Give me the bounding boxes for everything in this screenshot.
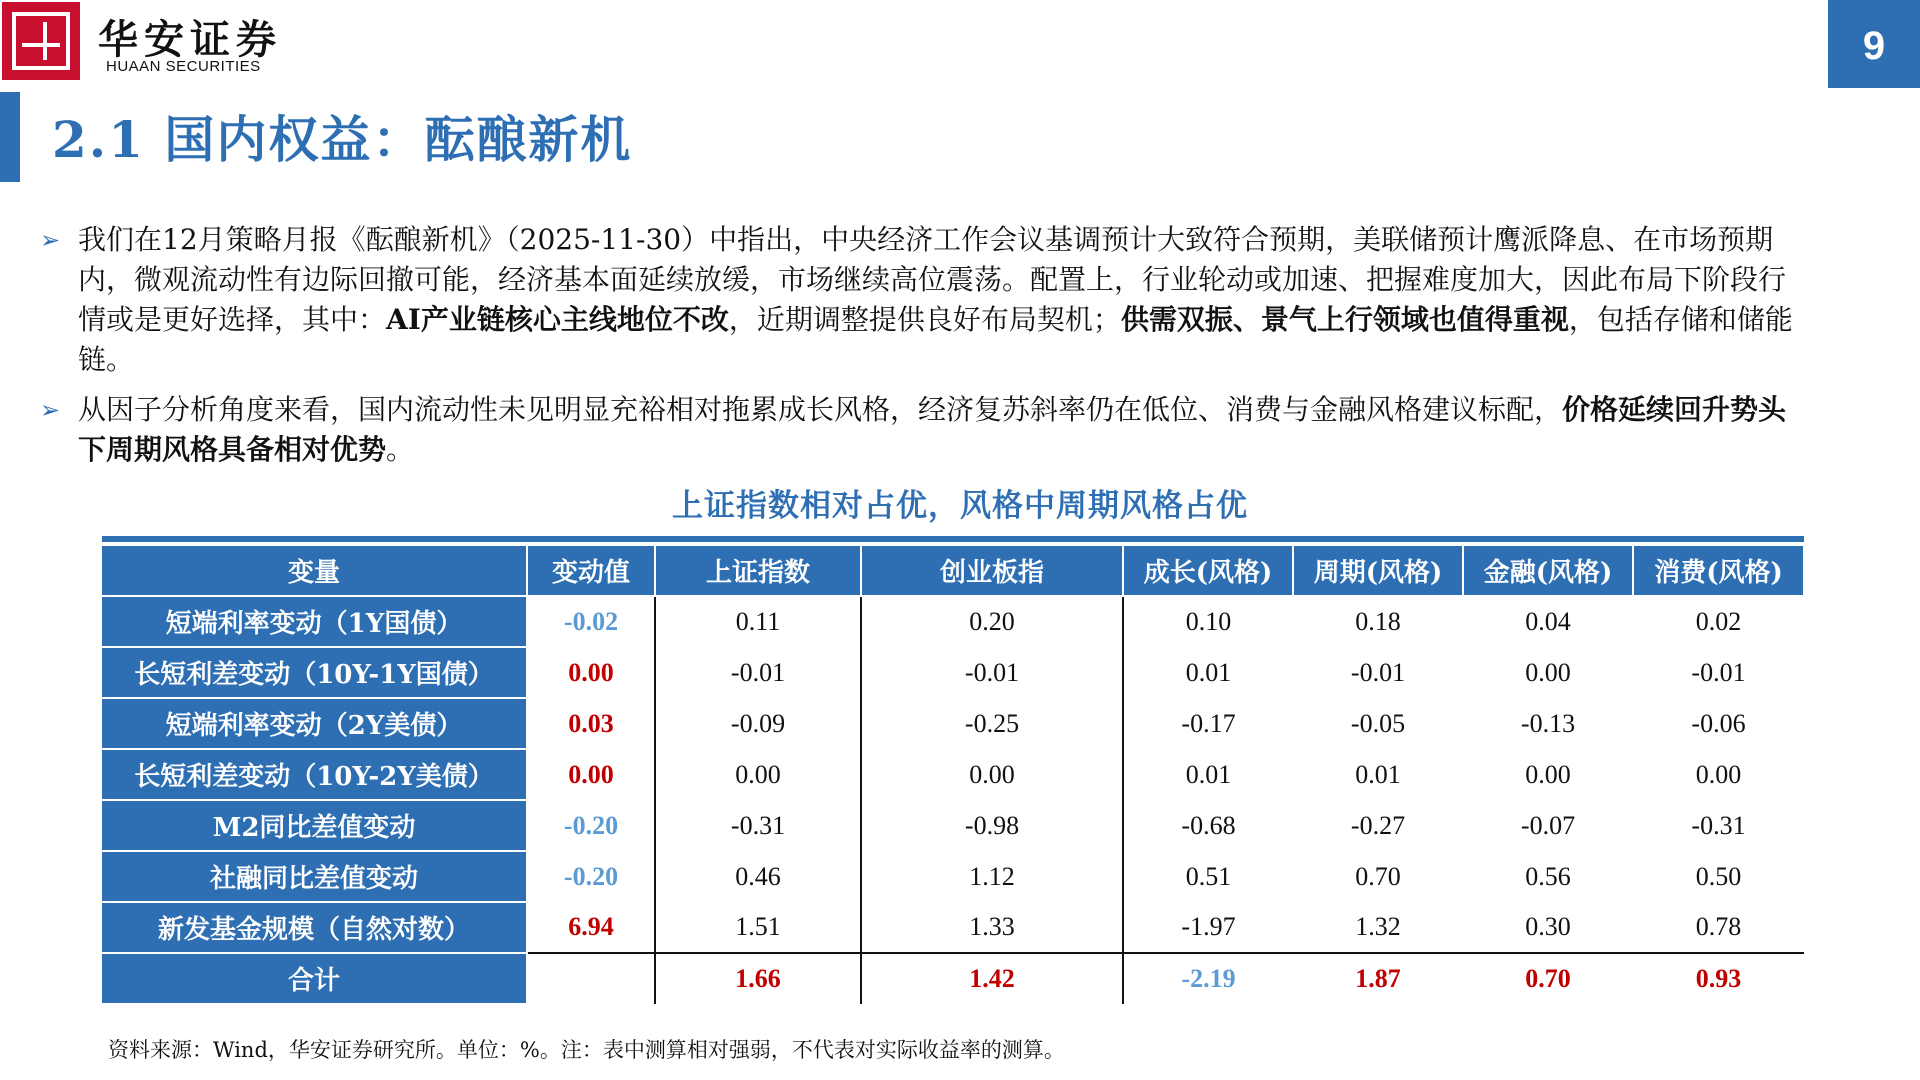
change-value: -0.20 [527, 800, 655, 851]
table-cell: -0.68 [1181, 810, 1236, 840]
table-cell: 0.00 [1525, 759, 1571, 789]
source-note: 资料来源：Wind，华安证券研究所。单位：%。注：表中测算相对强弱，不代表对实际收益率的测算。 [108, 1038, 1065, 1062]
table-row [102, 902, 1804, 953]
page-title: 2.1 国内权益：酝酿新机 [52, 110, 633, 169]
brand-name-en: HUAAN SECURITIES [106, 58, 261, 75]
table-cell: 0.46 [655, 851, 861, 902]
table-cell: 0.18 [1355, 607, 1401, 636]
table-cell: 0.56 [1525, 861, 1571, 891]
column-header: 成长(风格) [1123, 546, 1293, 596]
total-cell: 0.93 [1633, 953, 1804, 1004]
row-label: 短端利率变动（1Y国债） [102, 596, 527, 647]
row-label: 社融同比差值变动 [102, 851, 527, 902]
table-cell: -0.01 [1350, 657, 1406, 687]
table-cell: 0.01 [1355, 759, 1401, 789]
table-cell: -0.27 [1350, 810, 1406, 840]
table-cell: 0.10 [1185, 607, 1232, 636]
change-value: 0.00 [527, 749, 655, 800]
row-label: M2同比差值变动 [102, 800, 527, 851]
table-cell: 1.12 [861, 851, 1123, 902]
bullet-segment: ，近期调整提供良好布局契机； [728, 303, 1121, 336]
brand-name: 华安证券 [98, 16, 282, 63]
arrow-bullet-icon: ➢ [40, 226, 61, 254]
arrow-bullet-icon: ➢ [40, 396, 61, 424]
table-cell: 0.00 [1695, 759, 1742, 789]
table-cell: -0.31 [1691, 810, 1746, 840]
table-header-row [102, 546, 1804, 596]
total-row [102, 953, 1804, 1004]
column-header: 变动值 [527, 546, 655, 596]
table-cell: -0.07 [1520, 810, 1576, 840]
table-top-rule [102, 536, 1804, 542]
bullet-segment-bold: AI产业链核心主线地位不改 [386, 303, 729, 336]
table-cell: 0.30 [1525, 912, 1571, 941]
table-cell: 0.78 [1695, 912, 1742, 941]
factor-table [102, 546, 1805, 1005]
table-cell: -0.17 [1181, 708, 1236, 738]
table-cell: -0.01 [861, 647, 1123, 698]
column-header: 金融(风格) [1463, 546, 1633, 596]
table-cell: -0.06 [1691, 708, 1746, 738]
row-label: 长短利差变动（10Y-2Y美债） [102, 749, 527, 800]
column-header: 消费(风格) [1633, 546, 1804, 596]
total-cell: 1.87 [1293, 953, 1463, 1004]
table-cell: 1.33 [861, 902, 1123, 953]
table-row [102, 851, 1804, 902]
column-header: 创业板指 [861, 546, 1123, 596]
bullet-segment: 。 [386, 433, 415, 466]
total-cell: 1.66 [655, 953, 861, 1004]
table-cell: 1.32 [1355, 912, 1401, 941]
table-row [102, 596, 1804, 647]
table-cell: 0.00 [655, 749, 861, 800]
bullet-segment: 从因子分析角度来看，国内流动性未见明显充裕相对拖累成长风格，经济复苏斜率仍在低位、消费与金融风格建议标配， [78, 393, 1563, 426]
change-value [527, 953, 655, 1004]
table-cell: -1.97 [1181, 912, 1236, 941]
table-cell: 1.51 [655, 902, 861, 953]
total-cell: 1.42 [861, 953, 1123, 1004]
table-cell: -0.98 [861, 800, 1123, 851]
table-cell: -0.25 [861, 698, 1123, 749]
table-cell: 0.01 [1185, 759, 1232, 789]
table-cell: 0.00 [861, 749, 1123, 800]
title-accent-bar [0, 92, 20, 182]
row-label: 合计 [102, 953, 527, 1004]
table-cell: 0.50 [1695, 861, 1742, 891]
table-cell: -0.01 [1691, 657, 1746, 687]
table-cell: 0.02 [1695, 607, 1742, 636]
table-cell: 0.20 [861, 596, 1123, 647]
table-cell: 0.04 [1525, 607, 1571, 636]
brand-logo-icon [2, 2, 80, 80]
table-row [102, 698, 1804, 749]
column-header: 变量 [102, 546, 527, 596]
table-cell: -0.31 [655, 800, 861, 851]
column-header: 周期(风格) [1293, 546, 1463, 596]
total-cell: -2.19 [1123, 953, 1293, 1004]
table-cell: 0.01 [1185, 657, 1232, 687]
table-cell: 0.51 [1185, 861, 1232, 891]
bullet-segment-bold: 供需双振、景气上行领域也值得重视 [1120, 303, 1569, 336]
bullet-point [40, 220, 1810, 380]
table-cell: 0.11 [655, 596, 861, 647]
column-header: 上证指数 [655, 546, 861, 596]
bullet-segment-bold: 价格延续回升势头下周期风格具备相对优势 [78, 393, 1787, 466]
bullet-segment: 我们在12月策略月报《酝酿新机》（2025-11-30）中指出，中央经济工作会议基调预计大致符合预期，美联储预计鹰派降息、在市场预期内，微观流动性有边际回撤可能，经济基本面延续放缓，市场继续高位震荡。配置上，行业轮动或加速、把握难度加大，因此布局下阶段行情或是更好选择，其中： [78, 223, 1787, 336]
table-row [102, 647, 1804, 698]
change-value: 0.00 [527, 647, 655, 698]
change-value: -0.20 [527, 851, 655, 902]
change-value: 6.94 [527, 902, 655, 953]
row-label: 新发基金规模（自然对数） [102, 902, 527, 953]
bullet-text [78, 220, 1810, 380]
change-value: 0.03 [527, 698, 655, 749]
table-cell: 0.00 [1525, 657, 1571, 687]
table-cell: 0.70 [1355, 861, 1401, 891]
table-row [102, 800, 1804, 851]
row-label: 短端利率变动（2Y美债） [102, 698, 527, 749]
table-cell: -0.09 [655, 698, 861, 749]
row-label: 长短利差变动（10Y-1Y国债） [102, 647, 527, 698]
bullet-point [40, 390, 1810, 470]
table-title: 上证指数相对占优，风格中周期风格占优 [672, 488, 1248, 524]
table-row [102, 749, 1804, 800]
bullet-text [78, 390, 1810, 470]
page-number: 9 [1828, 0, 1920, 88]
bullet-segment: ，包括存储和储能链。 [78, 303, 1793, 376]
change-value: -0.02 [527, 596, 655, 647]
total-cell: 0.70 [1463, 953, 1633, 1004]
table-cell: -0.01 [655, 647, 861, 698]
table-cell: -0.05 [1350, 708, 1406, 738]
table-cell: -0.13 [1520, 708, 1576, 738]
